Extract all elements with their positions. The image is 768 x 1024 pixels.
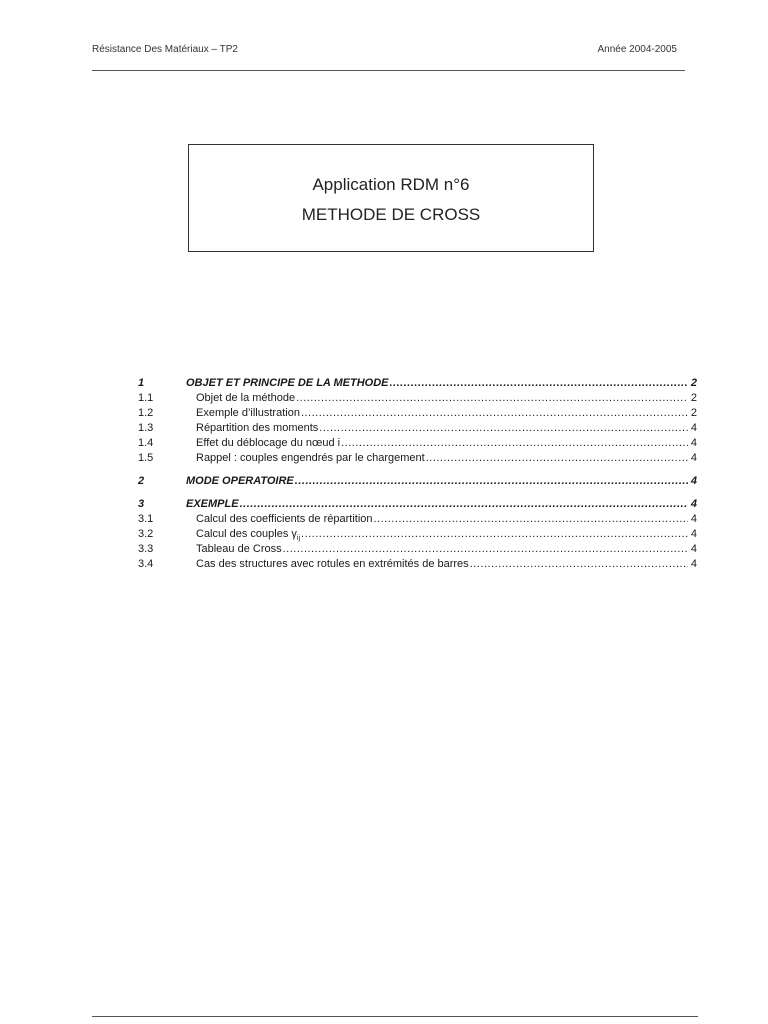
toc-title: Exemple d’illustration bbox=[196, 407, 300, 419]
toc-page-number: 4 bbox=[690, 452, 697, 464]
toc-title: Tableau de Cross bbox=[196, 543, 282, 555]
toc-title-text: Calcul des couples γ bbox=[196, 528, 297, 540]
toc-title: Objet de la méthode bbox=[196, 392, 296, 404]
footer-rule bbox=[92, 1016, 698, 1017]
toc-number: 1.5 bbox=[138, 452, 154, 464]
header-right-text: Année 2004-2005 bbox=[597, 44, 677, 55]
toc-title: Effet du déblocage du nœud i bbox=[196, 437, 341, 449]
toc-entry[interactable] bbox=[138, 542, 697, 557]
toc-number: 1.2 bbox=[138, 407, 154, 419]
toc-leader bbox=[341, 436, 688, 451]
toc-entry[interactable] bbox=[138, 406, 697, 421]
toc-number: 1.3 bbox=[138, 422, 154, 434]
toc-page-number: 2 bbox=[690, 377, 697, 389]
toc-leader bbox=[283, 542, 688, 557]
toc-leader bbox=[240, 497, 688, 512]
toc-entry[interactable] bbox=[138, 421, 697, 436]
toc-leader bbox=[296, 391, 688, 406]
toc-leader bbox=[295, 474, 688, 489]
toc-entry[interactable] bbox=[138, 376, 697, 391]
toc-title: Cas des structures avec rotules en extrémités de barres bbox=[196, 558, 469, 570]
toc-title: EXEMPLE bbox=[186, 498, 239, 510]
toc-leader bbox=[374, 512, 688, 527]
header-rule bbox=[92, 70, 685, 71]
toc-leader bbox=[319, 421, 688, 436]
toc-number: 1.4 bbox=[138, 437, 154, 449]
toc-entry[interactable] bbox=[138, 497, 697, 512]
toc-entry[interactable] bbox=[138, 474, 697, 489]
toc-leader bbox=[390, 376, 688, 391]
toc-leader bbox=[301, 406, 688, 421]
toc-title: MODE OPERATOIRE bbox=[186, 475, 294, 487]
toc-entry[interactable] bbox=[138, 557, 697, 572]
toc-title: Rappel : couples engendrés par le chargement bbox=[196, 452, 425, 464]
header-left-text: Résistance Des Matériaux – TP2 bbox=[92, 44, 238, 55]
toc-leader bbox=[470, 557, 688, 572]
toc-page-number: 4 bbox=[690, 498, 697, 510]
title-box bbox=[188, 144, 594, 252]
toc-leader bbox=[426, 451, 688, 466]
toc-entry[interactable] bbox=[138, 391, 697, 406]
title-line-1: Application RDM n°6 bbox=[312, 175, 470, 194]
toc-number: 1 bbox=[138, 377, 145, 389]
toc-page-number: 4 bbox=[690, 558, 697, 570]
page-header bbox=[92, 44, 677, 58]
toc-entry[interactable] bbox=[138, 527, 697, 542]
toc-entry[interactable] bbox=[138, 451, 697, 466]
toc-entry[interactable] bbox=[138, 512, 697, 527]
title-line-2: METHODE DE CROSS bbox=[301, 205, 481, 224]
toc-number: 1.1 bbox=[138, 392, 154, 404]
toc-page-number: 4 bbox=[690, 422, 697, 434]
toc-page-number: 4 bbox=[690, 543, 697, 555]
toc-title: OBJET ET PRINCIPE DE LA METHODE bbox=[186, 377, 389, 389]
toc-entry[interactable] bbox=[138, 436, 697, 451]
toc-leader bbox=[301, 527, 688, 542]
toc-number: 3.1 bbox=[138, 513, 154, 525]
toc-number: 3.2 bbox=[138, 528, 154, 540]
table-of-contents bbox=[138, 376, 697, 572]
toc-number: 3 bbox=[138, 498, 145, 510]
toc-number: 3.3 bbox=[138, 543, 154, 555]
toc-title: Calcul des coefficients de répartition bbox=[196, 513, 373, 525]
toc-page-number: 4 bbox=[690, 513, 697, 525]
toc-page-number: 2 bbox=[690, 407, 697, 419]
toc-title: Répartition des moments bbox=[196, 422, 319, 434]
toc-number: 3.4 bbox=[138, 558, 154, 570]
toc-number: 2 bbox=[138, 475, 145, 487]
toc-page-number: 4 bbox=[690, 528, 697, 540]
toc-page-number: 4 bbox=[690, 475, 697, 487]
toc-page-number: 2 bbox=[690, 392, 697, 404]
toc-title-subscript: ij bbox=[296, 535, 301, 543]
toc-page-number: 4 bbox=[690, 437, 697, 449]
